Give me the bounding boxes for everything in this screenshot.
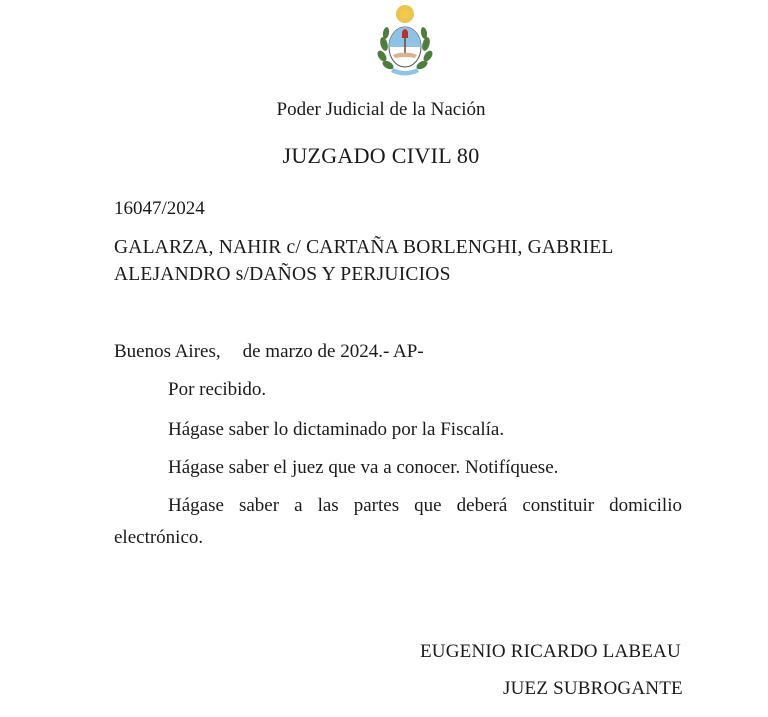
paragraph-received: Por recibido. (168, 379, 267, 400)
paragraph-prosecutor: Hágase saber lo dictaminado por la Fiscalía. (168, 419, 505, 440)
court-number: JUZGADO CIVIL 80 (282, 143, 480, 168)
signature-name: EUGENIO RICARDO LABEAU (420, 641, 681, 662)
paragraph-domicile: Hágase saber a las partes que deberá constituir domicilio (168, 495, 682, 516)
paragraph-domicile-continuation: electrónico. (114, 527, 204, 548)
court-name: Poder Judicial de la Nación (276, 99, 486, 120)
argentina-coat-of-arms-icon (375, 2, 435, 80)
case-number: 16047/2024 (114, 198, 205, 219)
date-line (114, 341, 424, 363)
shield-icon (389, 27, 421, 67)
ribbon-icon (391, 68, 419, 76)
paragraph-judge: Hágase saber el juez que va a conocer. Notifíquese. (168, 457, 559, 478)
sun-icon (396, 5, 414, 23)
case-caption-line2: ALEJANDRO s/DAÑOS Y PERJUICIOS (114, 264, 451, 285)
signature-title: JUEZ SUBROGANTE (503, 678, 683, 699)
date-rest: de marzo de 2024.- AP- (242, 341, 424, 362)
case-caption-line1: GALARZA, NAHIR c/ CARTAÑA BORLENGHI, GABRIEL (114, 237, 614, 258)
date-city: Buenos Aires, (114, 341, 221, 362)
